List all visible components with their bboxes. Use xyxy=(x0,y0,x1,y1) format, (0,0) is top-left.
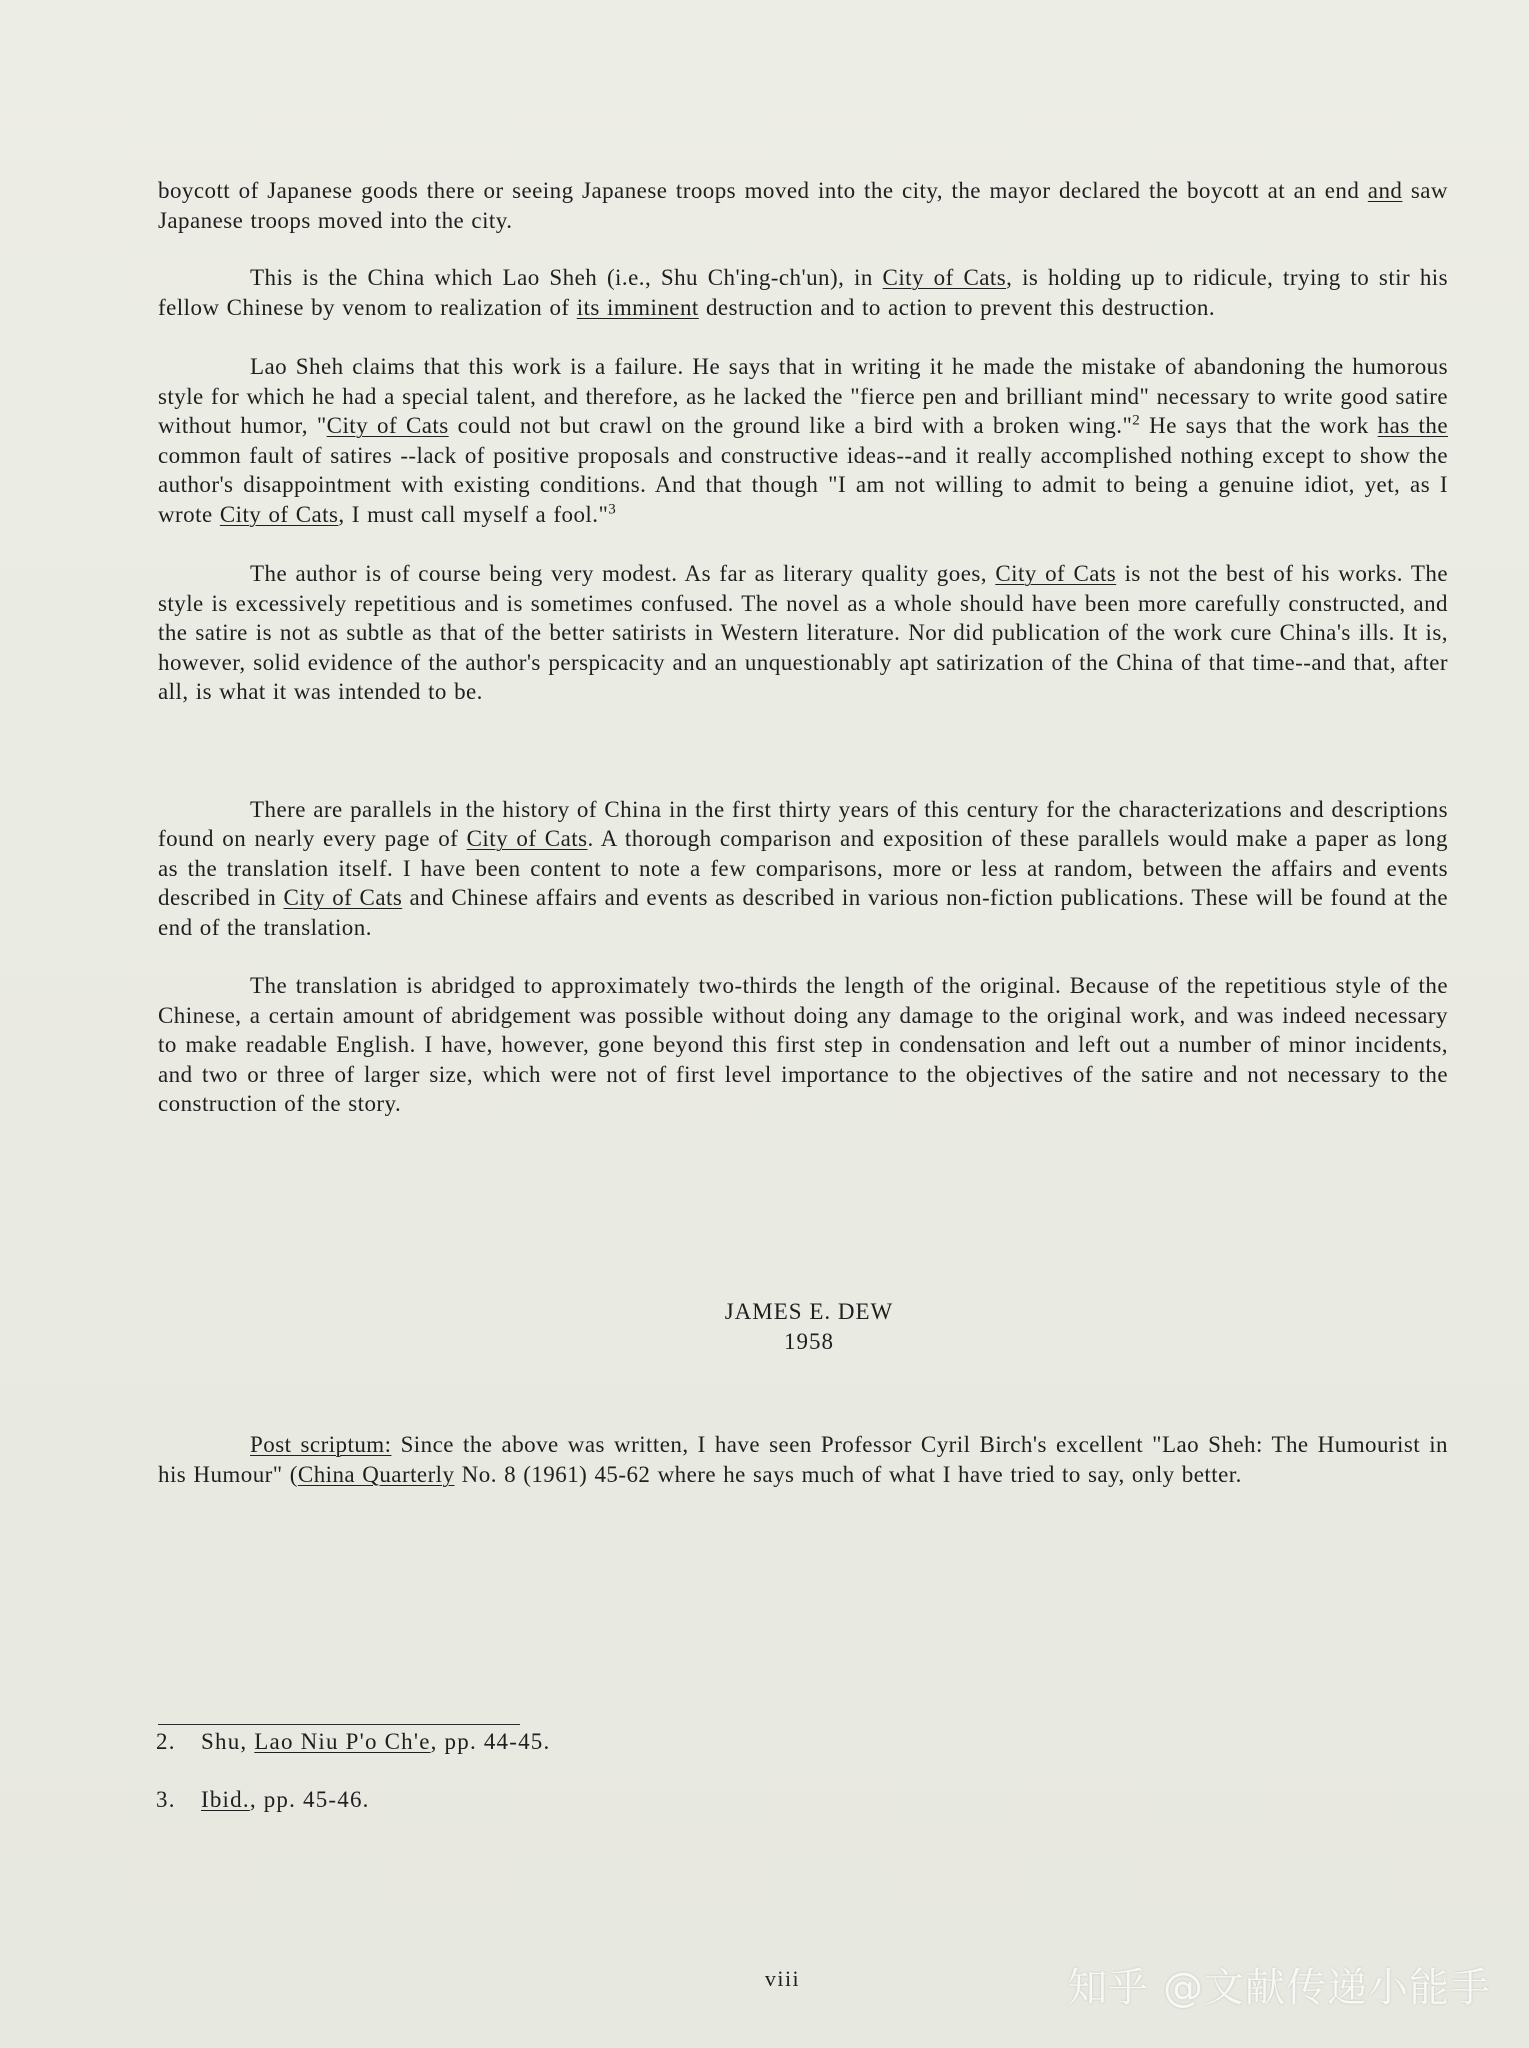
paragraph-2 xyxy=(158,263,1448,322)
text-run: , is holding up to ridicule, trying to stir his fellow Chinese by venom to realization of xyxy=(158,265,1449,320)
journal-title: China Quarterly xyxy=(297,1461,455,1487)
author-name: JAMES E. DEW xyxy=(724,1299,894,1324)
underlined-text: has the xyxy=(1377,413,1449,438)
text-run: Lao Sheh claims that this work is a failure. He says that in writing it he made the mistake of abandoning the humorous style for which he had a special talent, and therefore, as he lacked the "fierce pen and brilliant mind" necessary to write good satire without humor, " xyxy=(158,354,1448,438)
paragraph-4 xyxy=(158,559,1448,707)
text-run: , pp. 45-46. xyxy=(249,1787,370,1812)
text-run: Since the above was written, I have seen Professor Cyril Birch's excellent "Lao Sheh: The Humourist in his Humour" ( xyxy=(158,1432,1449,1487)
postscript-block xyxy=(158,1430,1448,1489)
footnote-number: 3. xyxy=(156,1787,176,1812)
postscript-label: Post scriptum: xyxy=(250,1432,392,1457)
page-number: viii xyxy=(764,1966,801,1991)
text-run: and Chinese affairs and events as described in various non-fiction publications. These will be found at the end of the translation. xyxy=(158,885,1448,940)
text-run: No. 8 (1961) 45-62 where he says much of what I have tried to say, only better. xyxy=(454,1461,1242,1487)
text-run: The translation is abridged to approximately two-thirds the length of the original. Because of the repetitious style of the Chinese, a certain amount of abridgement was possible without doing any damage to the original work, and was indeed necessary to make readable English. I have, however, gone beyond this first step in condensation and left out a number of minor incidents, and two or three of larger size, which were not of first level importance to the objectives of the satire and not necessary to the construction of the story. xyxy=(158,973,1448,1116)
footnote-marker: 2 xyxy=(1132,412,1141,429)
text-run: The author is of course being very modest. As far as literary quality goes, xyxy=(250,561,996,586)
author-signature xyxy=(0,1297,1529,1357)
book-title: City of Cats xyxy=(882,265,1007,290)
footnote-2 xyxy=(156,1727,550,1756)
footnote-marker: 3 xyxy=(608,500,617,517)
book-title: City of Cats xyxy=(466,826,588,851)
signature-year: 1958 xyxy=(784,1329,834,1354)
paragraph-1 xyxy=(158,176,1448,235)
text-run: There are parallels in the history of China in the first thirty years of this century for the characterizations and descriptions found on nearly every page of xyxy=(158,796,1448,851)
underlined-text: and xyxy=(1367,178,1403,203)
paragraph-6 xyxy=(158,971,1448,1119)
text-run: , pp. 44-45. xyxy=(430,1729,551,1754)
underlined-text: its imminent xyxy=(576,294,699,320)
paragraph-5 xyxy=(158,795,1448,943)
text-run: , I must call myself a fool." xyxy=(338,501,609,527)
text-run: common fault of satires --lack of positive proposals and constructive ideas--and it really accomplished nothing except to show the author's disappointment with existing conditions. And that though "I am not willing to admit to being a genuine idiot, yet, as I wrote xyxy=(158,442,1448,527)
text-run: . A thorough comparison and exposition of these parallels would make a paper as long as the translation itself. I have been content to note a few comparisons, more or less at random, between the affairs and events described in xyxy=(158,826,1448,910)
footnote-3 xyxy=(156,1785,370,1814)
text-run: He says that the work xyxy=(1140,413,1378,438)
cited-title: Lao Niu P'o Ch'e xyxy=(254,1729,431,1754)
text-run: Shu, xyxy=(201,1729,255,1754)
paragraph-3 xyxy=(158,352,1448,529)
book-title: City of Cats xyxy=(326,413,449,438)
cited-title: Ibid. xyxy=(201,1787,250,1812)
text-run: is not the best of his works. The style is excessively repetitious and is sometimes confused. The novel as a whole should have been more carefully constructed, and the satire is not as subtle as that of the better satirists in Western literature. Nor did publication of the work cure China's ills. It is, however, solid evidence of the author's perspicacity and an unquestionably apt satirization of the China of that time--and that, after all, is what it was intended to be. xyxy=(158,561,1448,704)
footnote-number: 2. xyxy=(156,1729,176,1754)
postscript-paragraph xyxy=(158,1430,1448,1489)
book-title: City of Cats xyxy=(995,561,1117,586)
book-title: City of Cats xyxy=(283,885,403,910)
footnote-divider xyxy=(158,1724,520,1725)
text-run: destruction and to action to prevent this destruction. xyxy=(698,294,1216,320)
text-run: could not but crawl on the ground like a bird with a broken wing." xyxy=(448,413,1133,438)
text-run: This is the China which Lao Sheh (i.e., Shu Ch'ing-ch'un), in xyxy=(250,265,883,290)
text-run: saw Japanese troops moved into the city. xyxy=(158,178,1448,233)
book-title: City of Cats xyxy=(219,501,339,527)
text-run: boycott of Japanese goods there or seeing Japanese troops moved into the city, the mayor declared the boycott at an end xyxy=(158,178,1368,203)
body-text xyxy=(158,176,1448,1119)
watermark: 知乎 @文献传递小能手 xyxy=(1067,1965,1491,2011)
